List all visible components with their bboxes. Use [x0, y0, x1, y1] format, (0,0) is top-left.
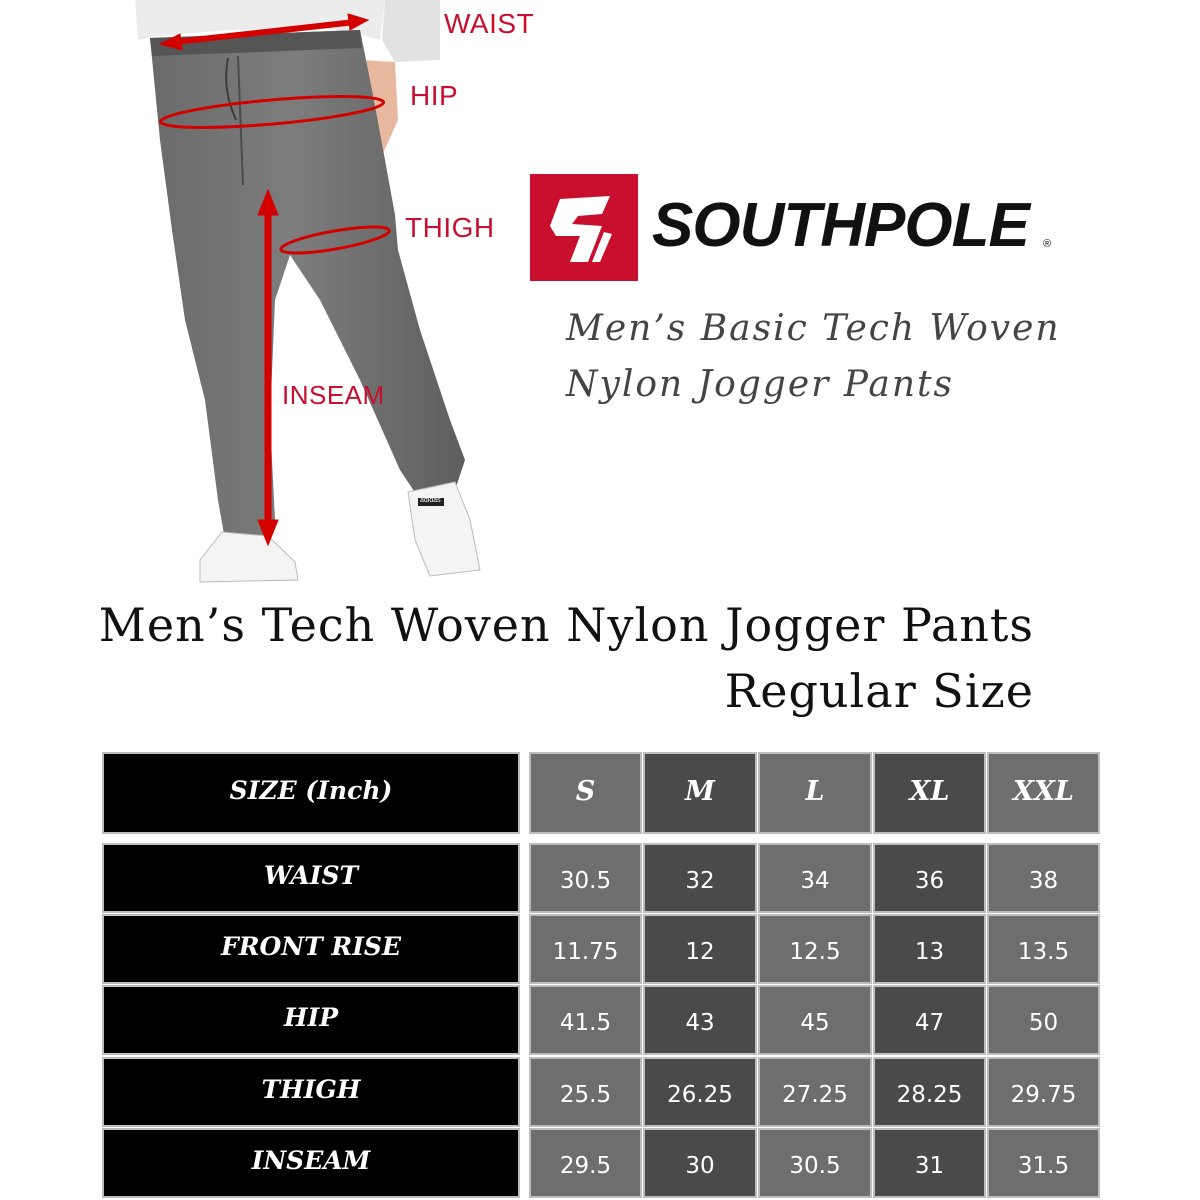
right-shoe: [408, 482, 480, 576]
table-cell: 29.5: [529, 1128, 642, 1198]
size-header-l: L: [758, 752, 872, 834]
southpole-logo: [530, 174, 638, 281]
row-label-hip: HIP: [102, 985, 520, 1055]
row-label-front-rise: FRONT RISE: [102, 914, 520, 984]
table-cell: 32: [643, 843, 757, 913]
table-cell: 30.5: [758, 1128, 872, 1198]
hip-label: HIP: [410, 80, 459, 111]
waist-label: WAIST: [444, 8, 535, 39]
size-header-label: SIZE (Inch): [102, 752, 520, 834]
table-cell: 41.5: [529, 985, 642, 1055]
table-cell: 27.25: [758, 1057, 872, 1127]
table-cell: 28.25: [873, 1057, 986, 1127]
table-cell: 50: [987, 985, 1100, 1055]
left-shoe: [200, 532, 298, 582]
thigh-label: THIGH: [405, 212, 495, 243]
table-cell: 11.75: [529, 914, 642, 984]
table-cell: 30.5: [529, 843, 642, 913]
table-cell: 29.75: [987, 1057, 1100, 1127]
table-cell: 36: [873, 843, 986, 913]
row-label-inseam: INSEAM: [102, 1128, 520, 1198]
table-cell: 12.5: [758, 914, 872, 984]
table-cell: 13: [873, 914, 986, 984]
registered-mark: ®: [1043, 238, 1052, 250]
table-cell: 31.5: [987, 1128, 1100, 1198]
size-header-xl: XL: [873, 752, 986, 834]
table-cell: 31: [873, 1128, 986, 1198]
inseam-label: INSEAM: [282, 380, 385, 410]
model-photo: [0, 0, 560, 590]
table-cell: 25.5: [529, 1057, 642, 1127]
table-cell: 45: [758, 985, 872, 1055]
table-cell: 30: [643, 1128, 757, 1198]
product-subtitle-line1: Men’s Basic Tech Woven: [566, 308, 1061, 349]
table-cell: 26.25: [643, 1057, 757, 1127]
table-cell: 43: [643, 985, 757, 1055]
table-cell: 47: [873, 985, 986, 1055]
size-header-m: M: [643, 752, 757, 834]
row-label-waist: WAIST: [102, 843, 520, 913]
row-label-thigh: THIGH: [102, 1057, 520, 1127]
logo-mark-icon: [530, 174, 638, 281]
table-cell: 12: [643, 914, 757, 984]
table-cell: 38: [987, 843, 1100, 913]
table-cell: 34: [758, 843, 872, 913]
chart-subtitle: Regular Size: [724, 664, 1034, 718]
brand-name: SOUTHPOLE: [652, 191, 1029, 260]
table-cell: 13.5: [987, 914, 1100, 984]
chart-title: Men’s Tech Woven Nylon Jogger Pants: [98, 598, 1034, 652]
size-header-s: S: [529, 752, 642, 834]
size-header-xxl: XXL: [987, 752, 1100, 834]
product-subtitle-line2: Nylon Jogger Pants: [566, 364, 955, 405]
pants-illustration: [0, 0, 560, 590]
shoe-brand-text: adidas: [420, 497, 441, 504]
